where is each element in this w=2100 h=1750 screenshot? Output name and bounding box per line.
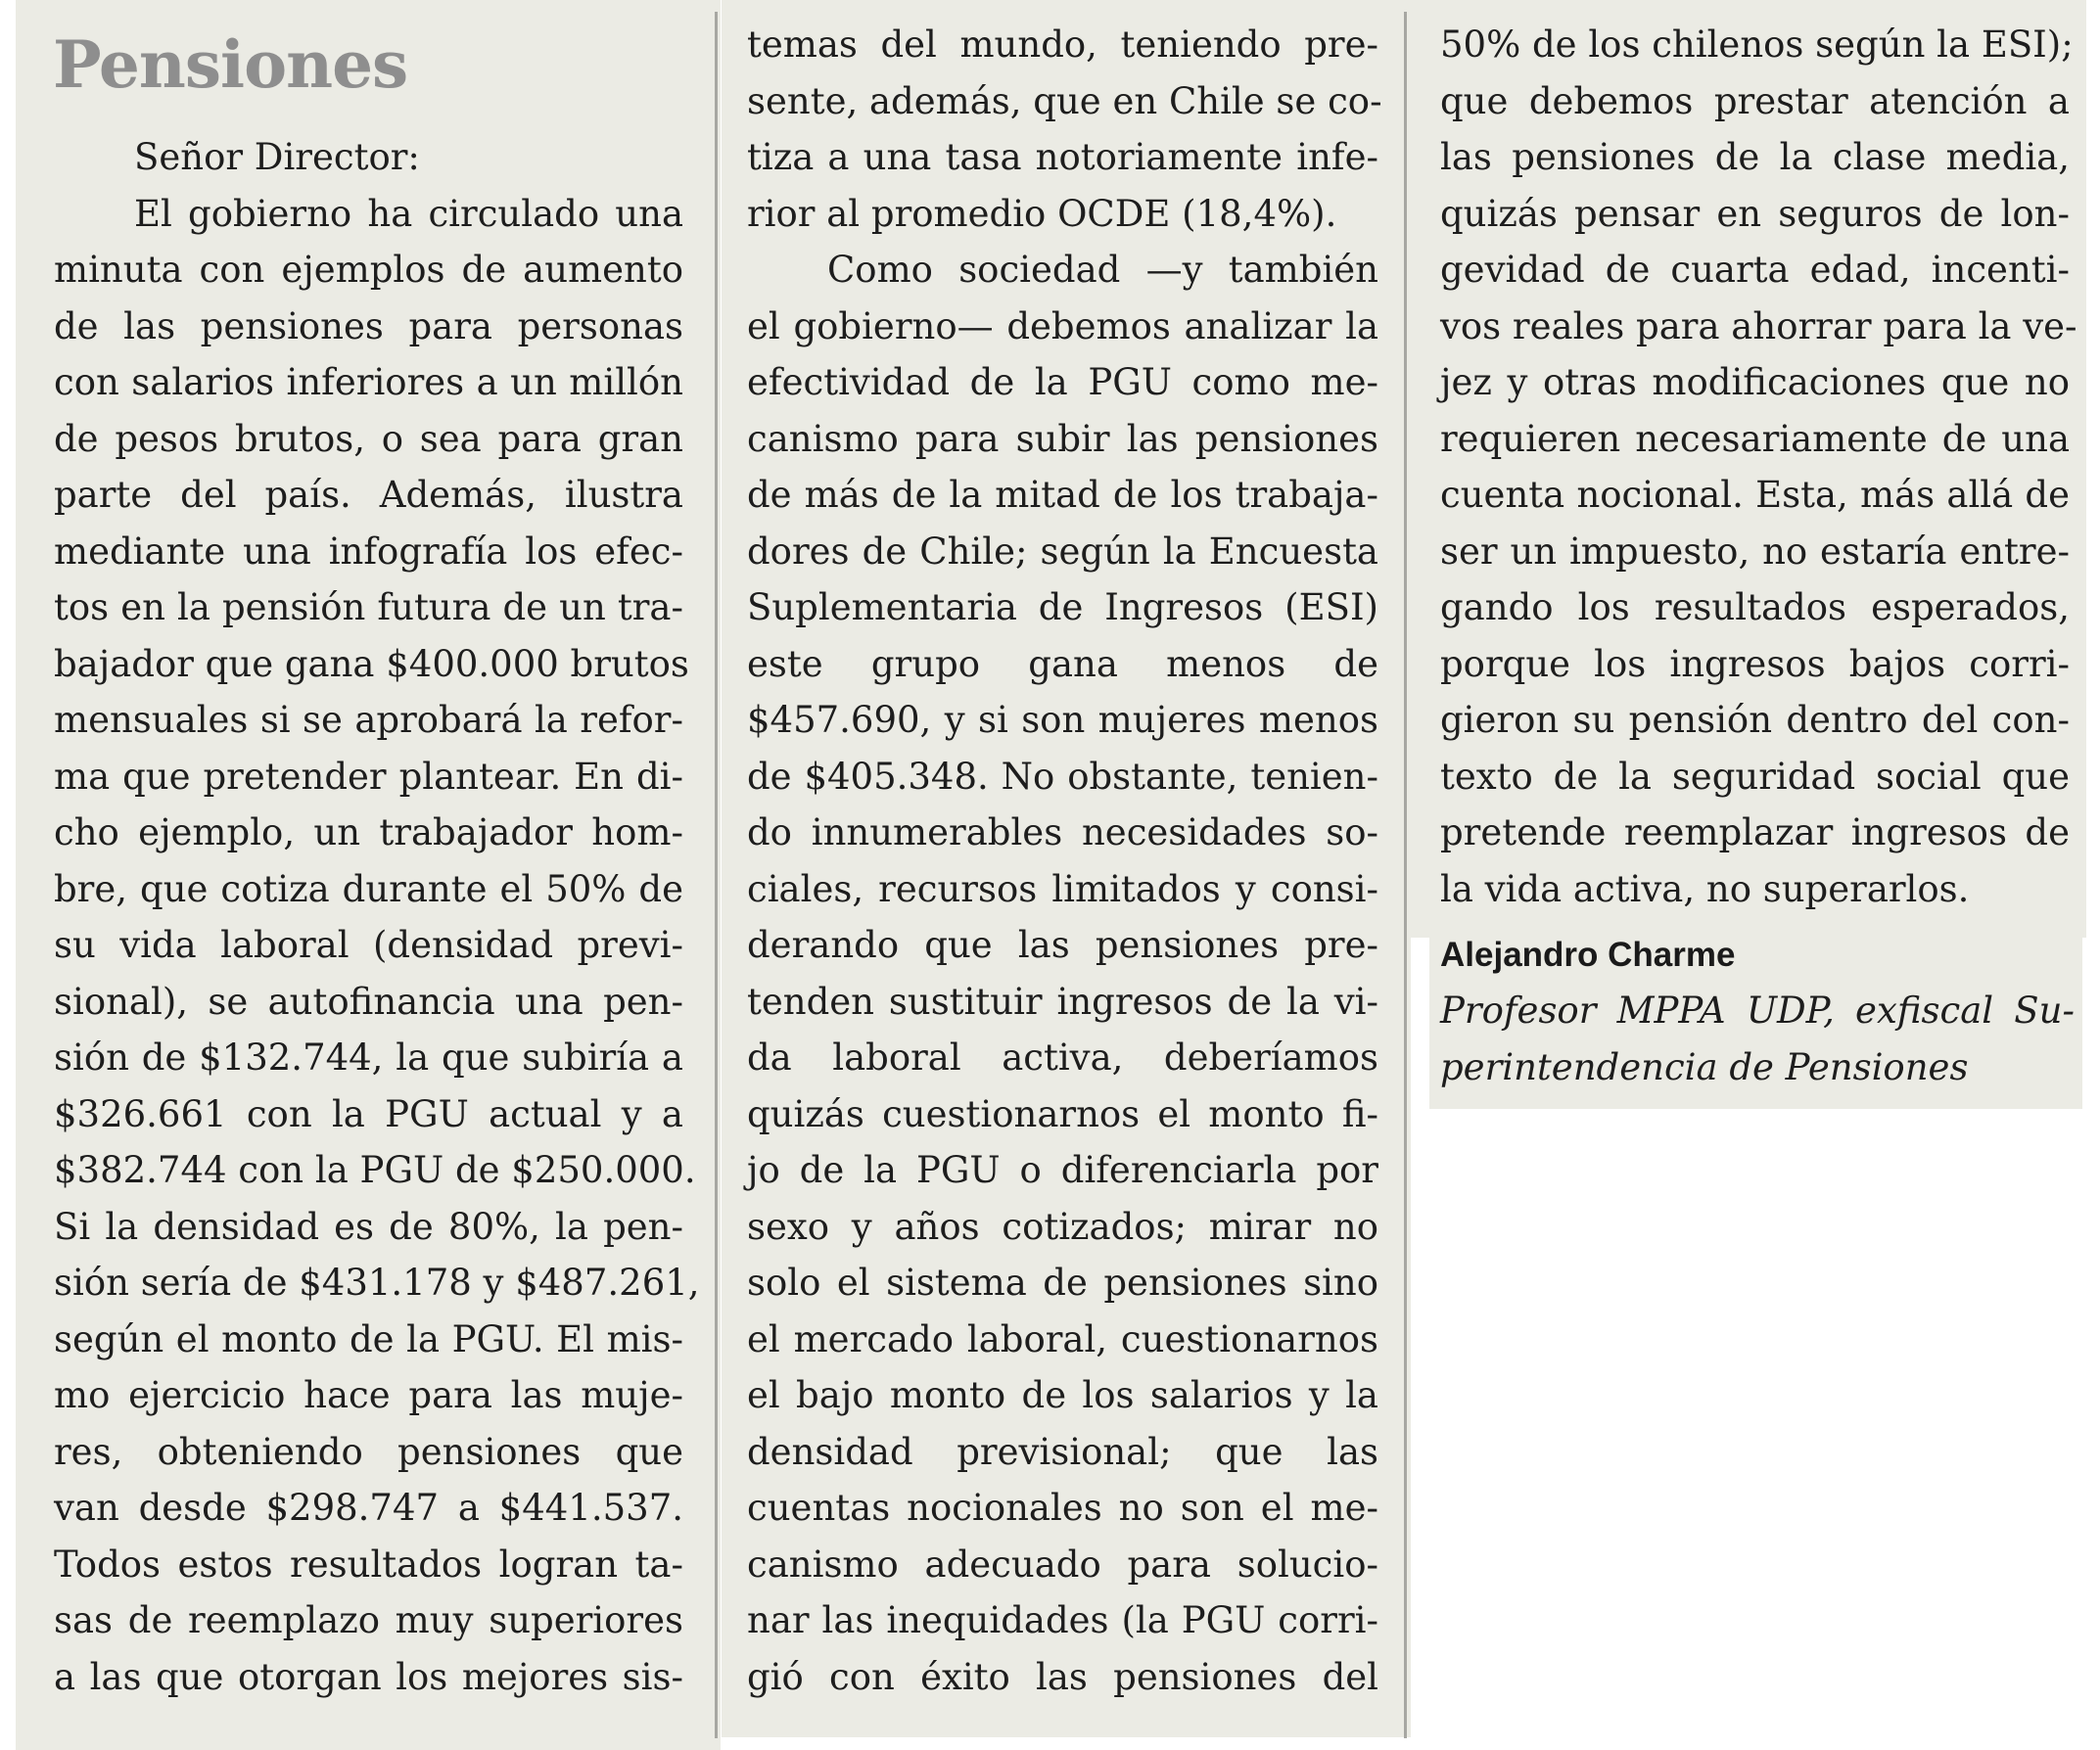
- text-line: cho ejemplo, un trabajador hom-: [54, 811, 683, 853]
- text-line: sión de $132.744, la que subiría a: [54, 1036, 683, 1079]
- text-line: su vida laboral (densidad previ-: [54, 924, 683, 966]
- text-line: ciales, recursos limitados y consi-: [747, 867, 1378, 910]
- text-line: que debemos prestar atención a: [1440, 79, 2070, 122]
- text-line: el bajo monto de los salarios y la: [747, 1374, 1378, 1416]
- text-line: quizás cuestionarnos el monto fi-: [747, 1092, 1378, 1135]
- text-line: sas de reemplazo muy superiores: [54, 1599, 683, 1641]
- text-line: res, obteniendo pensiones que: [54, 1430, 683, 1473]
- text-line: porque los ingresos bajos corri-: [1440, 642, 2070, 685]
- text-line: $457.690, y si son mujeres menos: [747, 699, 1378, 741]
- text-line: de más de la mitad de los trabaja-: [747, 474, 1378, 516]
- text-line: efectividad de la PGU como me-: [747, 361, 1378, 403]
- text-line: canismo para subir las pensiones: [747, 417, 1378, 460]
- article-column-2: [747, 17, 1382, 1705]
- text-line: sexo y años cotizados; mirar no: [747, 1205, 1378, 1248]
- text-line: El gobierno ha circulado una: [134, 192, 683, 235]
- author-role-line: perintendencia de Pensiones: [1440, 1045, 1969, 1088]
- text-line: el gobierno— debemos analizar la: [747, 304, 1378, 347]
- text-line: la vida activa, no superarlos.: [1440, 867, 1970, 910]
- text-line: tos en la pensión futura de un tra-: [54, 586, 683, 628]
- text-line: Como sociedad —y también: [827, 249, 1378, 291]
- text-line: bre, que cotiza durante el 50% de: [54, 867, 683, 910]
- text-line: 50% de los chilenos según la ESI);: [1440, 23, 2074, 66]
- text-line: gevidad de cuarta edad, incenti-: [1440, 249, 2070, 291]
- text-line: texto de la seguridad social que: [1440, 755, 2070, 798]
- text-line: las pensiones de la clase media,: [1440, 136, 2070, 178]
- article-column-3: [1440, 17, 2077, 917]
- text-line: según el monto de la PGU. El mis-: [54, 1317, 683, 1360]
- text-line: tenden sustituir ingresos de la vi-: [747, 980, 1378, 1023]
- text-line: vos reales para ahorrar para la ve-: [1440, 304, 2077, 347]
- text-line: gieron su pensión dentro del con-: [1440, 699, 2070, 741]
- text-line: solo el sistema de pensiones sino: [747, 1262, 1378, 1304]
- text-line: bajador que gana $400.000 brutos: [54, 642, 689, 685]
- text-line: da laboral activa, deberíamos: [747, 1036, 1378, 1079]
- text-line: rior al promedio OCDE (18,4%).: [747, 192, 1337, 235]
- article-column-1: [54, 129, 700, 1705]
- text-line: Todos estos resultados logran ta-: [54, 1543, 683, 1586]
- text-line: jez y otras modificaciones que no: [1440, 361, 2070, 403]
- text-line: sente, además, que en Chile se co-: [747, 79, 1382, 122]
- text-line: ma que pretender plantear. En di-: [54, 755, 683, 798]
- text-line: do innumerables necesidades so-: [747, 811, 1378, 853]
- text-line: con salarios inferiores a un millón: [54, 361, 683, 403]
- greeting: Señor Director:: [134, 136, 420, 178]
- text-line: este grupo gana menos de: [747, 642, 1378, 685]
- text-line: sión sería de $431.178 y $487.261,: [54, 1262, 700, 1304]
- text-line: el mercado laboral, cuestionarnos: [747, 1317, 1378, 1360]
- text-line: de las pensiones para personas: [54, 304, 683, 347]
- text-line: mediante una infografía los efec-: [54, 530, 683, 573]
- article-title: Pensiones: [53, 26, 408, 103]
- text-line: dores de Chile; según la Encuesta: [747, 530, 1378, 573]
- text-line: quizás pensar en seguros de lon-: [1440, 192, 2070, 235]
- text-line: nar las inequidades (la PGU corri-: [747, 1599, 1378, 1641]
- text-line: sional), se autofinancia una pen-: [54, 980, 683, 1023]
- text-line: derando que las pensiones pre-: [747, 924, 1378, 966]
- text-line: cuenta nocional. Esta, más allá de: [1440, 474, 2070, 516]
- author-role-line: Profesor MPPA UDP, exfiscal Su-: [1440, 990, 2075, 1032]
- text-line: Si la densidad es de 80%, la pen-: [54, 1205, 683, 1248]
- text-line: densidad previsional; que las: [747, 1430, 1378, 1473]
- text-line: parte del país. Además, ilustra: [54, 474, 683, 516]
- text-line: de pesos brutos, o sea para gran: [54, 417, 683, 460]
- author-role: [1440, 983, 2075, 1095]
- text-line: requieren necesariamente de una: [1440, 417, 2070, 460]
- column-divider-1: [715, 12, 718, 1738]
- text-line: $326.661 con la PGU actual y a: [54, 1092, 683, 1135]
- text-line: $382.744 con la PGU de $250.000.: [54, 1149, 696, 1191]
- text-line: gió con éxito las pensiones del: [747, 1655, 1378, 1698]
- text-line: mo ejercicio hace para las muje-: [54, 1374, 683, 1416]
- text-line: temas del mundo, teniendo pre-: [747, 23, 1378, 66]
- text-line: ser un impuesto, no estaría entre-: [1440, 530, 2070, 573]
- text-line: minuta con ejemplos de aumento: [54, 249, 683, 291]
- text-line: de $405.348. No obstante, tenien-: [747, 755, 1378, 798]
- text-line: pretende reemplazar ingresos de: [1440, 811, 2070, 853]
- text-line: cuentas nocionales no son el me-: [747, 1487, 1378, 1529]
- text-line: tiza a una tasa notoriamente infe-: [747, 136, 1378, 178]
- text-line: canismo adecuado para solucio-: [747, 1543, 1378, 1586]
- column-divider-2: [1404, 12, 1407, 1738]
- text-line: jo de la PGU o diferenciarla por: [747, 1149, 1378, 1191]
- text-line: gando los resultados esperados,: [1440, 586, 2070, 628]
- author-name: Alejandro Charme: [1440, 936, 1736, 974]
- text-line: van desde $298.747 a $441.537.: [54, 1487, 683, 1529]
- text-line: a las que otorgan los mejores sis-: [54, 1655, 683, 1698]
- text-line: mensuales si se aprobará la refor-: [54, 699, 683, 741]
- text-line: Suplementaria de Ingresos (ESI): [747, 586, 1378, 628]
